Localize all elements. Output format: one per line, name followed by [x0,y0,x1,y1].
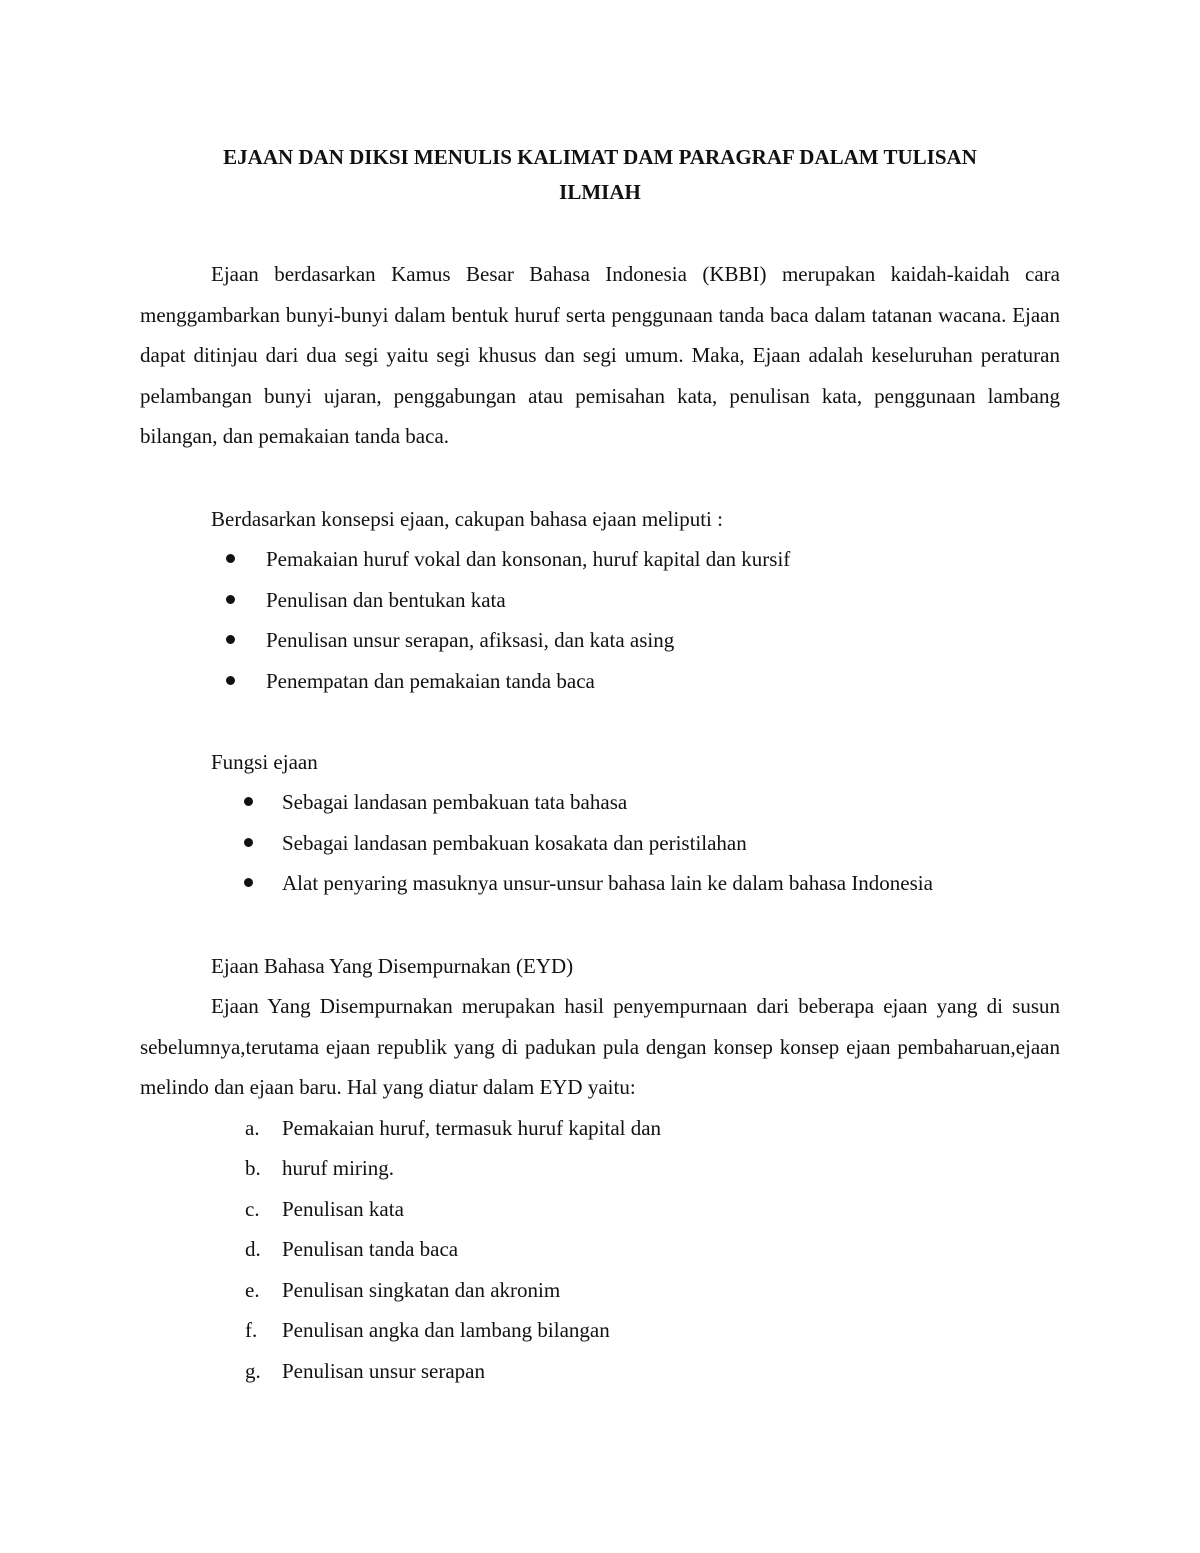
list-item-text: Alat penyaring masuknya unsur-unsur bahasa lain ke dalam bahasa Indonesia [282,871,933,895]
list-item-text: Penulisan unsur serapan [282,1359,485,1383]
list-item-text: Pemakaian huruf vokal dan konsonan, huruf kapital dan kursif [266,547,791,571]
list-marker: c. [245,1197,260,1221]
bullet-icon [226,635,235,644]
list-marker: f. [245,1318,258,1342]
list-item-text: Penulisan kata [282,1197,404,1221]
list-item-text: Sebagai landasan pembakuan kosakata dan peristilahan [282,831,747,855]
list-item-text: Sebagai landasan pembakuan tata bahasa [282,790,628,814]
function-heading: Fungsi ejaan [211,750,318,774]
list-item-text: Penulisan angka dan lambang bilangan [282,1318,610,1342]
scope-heading: Berdasarkan konsepsi ejaan, cakupan bahasa ejaan meliputi : [211,507,723,531]
bullet-icon [244,797,253,806]
list-item-text: Penempatan dan pemakaian tanda baca [266,669,595,693]
bullet-icon [226,676,235,685]
document-title [140,140,1060,210]
list-item-text: Penulisan singkatan dan akronim [282,1278,561,1302]
intro-paragraph: Ejaan berdasarkan Kamus Besar Bahasa Indonesia (KBBI) merupakan kaidah-kaidah cara menggambarkan bunyi-bunyi dalam bentuk huruf serta penggunaan tanda baca dalam tatanan wacana. Ejaan dapat ditinjau dari dua segi yaitu segi khusus dan segi umum. Maka, Ejaan adalah keseluruhan peraturan pelambangan bunyi ujaran, penggabungan atau pemisahan kata, penulisan kata, penggunaan lambang bilangan, dan pemakaian tanda baca. [140,262,1060,448]
list-item-text: Penulisan dan bentukan kata [266,588,506,612]
title-line-2: ILMIAH [559,180,641,204]
list-item-text: Penulisan tanda baca [282,1237,459,1261]
list-item-text: huruf miring. [282,1156,394,1180]
bullet-icon [226,595,235,604]
list-item-text: Penulisan unsur serapan, afiksasi, dan kata asing [266,628,675,652]
title-line-1: EJAAN DAN DIKSI MENULIS KALIMAT DAM PARAGRAF DALAM TULISAN [223,145,977,169]
eyd-paragraph: Ejaan Yang Disempurnakan merupakan hasil penyempurnaan dari beberapa ejaan yang di susun sebelumnya,terutama ejaan republik yang di padukan pula dengan konsep konsep ejaan pembaharuan,ejaan melindo dan ejaan baru. Hal yang diatur dalam EYD yaitu: [140,994,1060,1099]
list-marker: a. [245,1116,260,1140]
list-marker: e. [245,1278,260,1302]
list-item-text: Pemakaian huruf, termasuk huruf kapital dan [282,1116,662,1140]
eyd-heading: Ejaan Bahasa Yang Disempurnakan (EYD) [211,954,574,978]
list-marker: b. [245,1156,261,1180]
list-marker: d. [245,1237,261,1261]
bullet-icon [226,554,235,563]
list-marker: g. [245,1359,261,1383]
bullet-icon [244,878,253,887]
bullet-icon [244,838,253,847]
